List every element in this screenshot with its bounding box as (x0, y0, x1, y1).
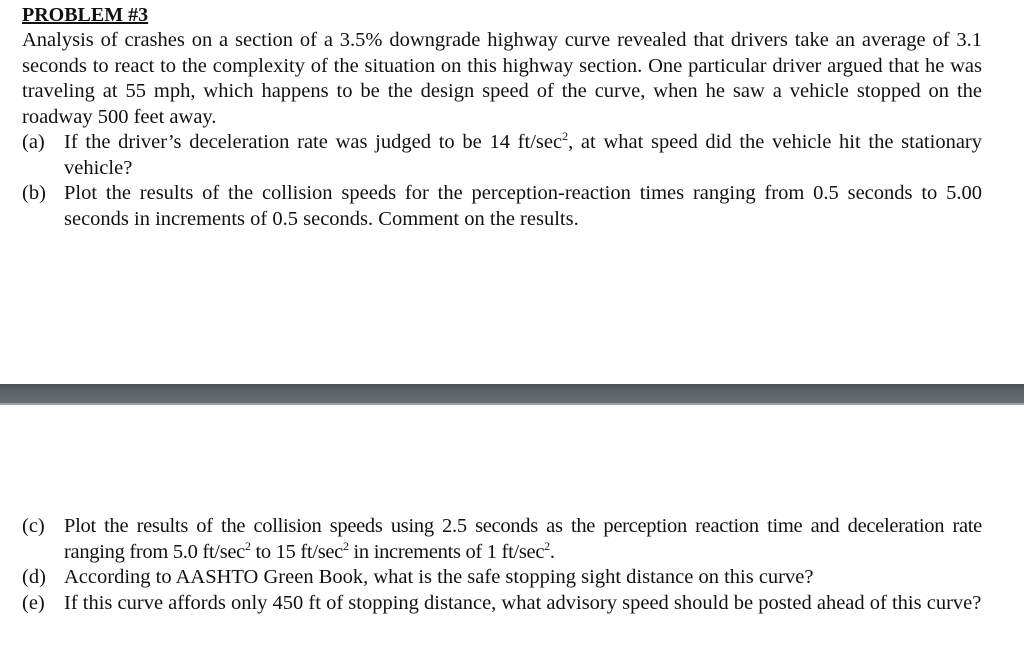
problem-section-bottom (22, 514, 982, 616)
problem-section-top (22, 3, 982, 232)
part-c-sup-2: 2 (343, 538, 349, 553)
part-b (22, 181, 982, 232)
part-b-label: (b) (22, 182, 46, 204)
part-c-sup-1: 2 (244, 538, 251, 553)
part-e-label: (e) (22, 591, 45, 614)
part-c (22, 514, 982, 565)
part-c-text-1: Plot the results of the collision speeds using 2.5 seconds as the perception reaction time and deceleration rate ranging from 5.0 ft/sec (64, 515, 982, 563)
part-c-text-3: in increments of 1 ft/sec (348, 540, 545, 563)
part-d (22, 565, 982, 591)
part-a-sup-1: 2 (562, 129, 569, 144)
part-c-text-4: . (549, 540, 555, 563)
part-c-sup-3: 2 (544, 538, 550, 553)
problem-intro: Analysis of crashes on a section of a 3.5% downgrade highway curve revealed that drivers take an average of 3.1 seconds to react to the complexity of the situation on this highway section. One particular driver argued that he was traveling at 55 mph, which happens to be the design speed of the curve, when he saw a vehicle stopped on the roadway 500 feet away. (22, 29, 982, 128)
part-b-text: Plot the results of the collision speeds for the perception-reaction times ranging from 0.5 seconds to 5.00 seconds in increments of 0.5 seconds. Comment on the results. (64, 182, 982, 230)
part-a-text-2: , at what speed did the vehicle hit the stationary vehicle? (64, 131, 982, 179)
page-divider (0, 384, 1024, 405)
problem-title: PROBLEM #3 (22, 4, 149, 26)
part-d-text: According to AASHTO Green Book, what is the safe stopping sight distance on this curve? (64, 566, 814, 588)
part-a-label: (a) (22, 131, 45, 153)
part-d-label: (d) (22, 566, 46, 588)
part-c-text-2: to 15 ft/sec (250, 540, 343, 563)
part-a (22, 130, 982, 181)
part-e-text: If this curve affords only 450 ft of stopping distance, what advisory speed should be posted ahead of this curve? (64, 591, 982, 614)
part-e (22, 591, 982, 617)
part-c-label: (c) (22, 515, 45, 537)
part-a-text-1: If the driver’s deceleration rate was judged to be 14 ft/sec (64, 131, 563, 153)
